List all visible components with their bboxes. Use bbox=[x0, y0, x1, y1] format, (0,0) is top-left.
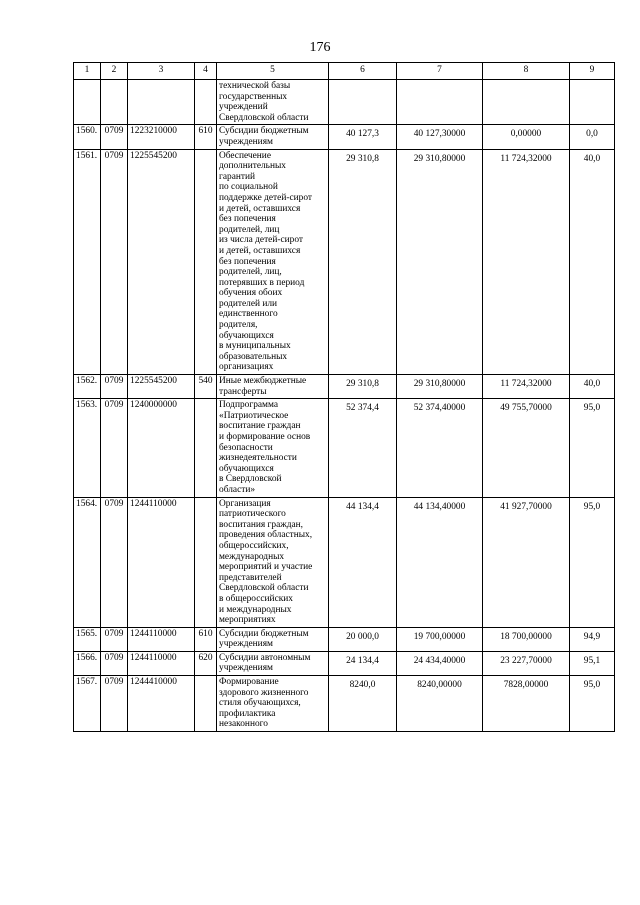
target-code: 1244410000 bbox=[128, 676, 195, 732]
table-row bbox=[74, 497, 615, 627]
budget-table bbox=[73, 62, 615, 732]
column-header: 5 bbox=[217, 63, 329, 80]
item-name: технической базы государственных учреждений Свердловской области bbox=[217, 80, 329, 125]
expense-type-code: 620 bbox=[195, 651, 217, 675]
column-header: 8 bbox=[483, 63, 570, 80]
section-code: 0709 bbox=[101, 676, 128, 732]
planned-amount: 24 134,4 bbox=[329, 651, 397, 675]
page-number: 176 bbox=[309, 40, 331, 55]
section-code: 0709 bbox=[101, 399, 128, 497]
row-number: 1566. bbox=[74, 651, 101, 675]
column-header: 4 bbox=[195, 63, 217, 80]
table-row bbox=[74, 125, 615, 149]
section-code: 0709 bbox=[101, 651, 128, 675]
executed-amount bbox=[483, 80, 570, 125]
approved-amount: 40 127,30000 bbox=[397, 125, 483, 149]
table-row bbox=[74, 399, 615, 497]
planned-amount bbox=[329, 80, 397, 125]
executed-amount: 49 755,70000 bbox=[483, 399, 570, 497]
row-number: 1562. bbox=[74, 375, 101, 399]
planned-amount: 52 374,4 bbox=[329, 399, 397, 497]
section-code: 0709 bbox=[101, 497, 128, 627]
target-code: 1240000000 bbox=[128, 399, 195, 497]
column-header: 1 bbox=[74, 63, 101, 80]
column-header: 3 bbox=[128, 63, 195, 80]
target-code bbox=[128, 80, 195, 125]
expense-type-code: 610 bbox=[195, 627, 217, 651]
row-number: 1560. bbox=[74, 125, 101, 149]
planned-amount: 20 000,0 bbox=[329, 627, 397, 651]
row-number: 1565. bbox=[74, 627, 101, 651]
section-code: 0709 bbox=[101, 125, 128, 149]
expense-type-code bbox=[195, 149, 217, 374]
item-name: Субсидии автономным учреждениям bbox=[217, 651, 329, 675]
execution-percent: 40,0 bbox=[570, 149, 615, 374]
item-name: Формирование здорового жизненного стиля обучающихся, профилактика незаконного bbox=[217, 676, 329, 732]
row-number: 1567. bbox=[74, 676, 101, 732]
column-header: 9 bbox=[570, 63, 615, 80]
planned-amount: 40 127,3 bbox=[329, 125, 397, 149]
approved-amount: 29 310,80000 bbox=[397, 375, 483, 399]
target-code: 1244110000 bbox=[128, 497, 195, 627]
execution-percent: 0,0 bbox=[570, 125, 615, 149]
table-header-row bbox=[74, 63, 615, 80]
executed-amount: 41 927,70000 bbox=[483, 497, 570, 627]
table-row bbox=[74, 651, 615, 675]
approved-amount: 19 700,00000 bbox=[397, 627, 483, 651]
approved-amount: 44 134,40000 bbox=[397, 497, 483, 627]
planned-amount: 44 134,4 bbox=[329, 497, 397, 627]
section-code: 0709 bbox=[101, 627, 128, 651]
approved-amount: 52 374,40000 bbox=[397, 399, 483, 497]
execution-percent: 95,0 bbox=[570, 676, 615, 732]
target-code: 1244110000 bbox=[128, 651, 195, 675]
expense-type-code bbox=[195, 497, 217, 627]
approved-amount: 8240,00000 bbox=[397, 676, 483, 732]
target-code: 1225545200 bbox=[128, 375, 195, 399]
item-name: Обеспечение дополнительных гарантий по социальной поддержке детей-сирот и детей, оставшихся без попечения родителей, лиц из числа детей-сирот и детей, оставшихся без попечения родителей, лиц, потерявших в период обучения обоих родителей или единственного родителя, обучающихся в муниципальных образовательных организациях bbox=[217, 149, 329, 374]
item-name: Субсидии бюджетным учреждениям bbox=[217, 627, 329, 651]
planned-amount: 29 310,8 bbox=[329, 149, 397, 374]
executed-amount: 0,00000 bbox=[483, 125, 570, 149]
table-row bbox=[74, 676, 615, 732]
table-row bbox=[74, 375, 615, 399]
expense-type-code: 610 bbox=[195, 125, 217, 149]
item-name: Иные межбюджетные трансферты bbox=[217, 375, 329, 399]
expense-type-code bbox=[195, 80, 217, 125]
table-row bbox=[74, 627, 615, 651]
row-number: 1564. bbox=[74, 497, 101, 627]
execution-percent: 95,0 bbox=[570, 399, 615, 497]
planned-amount: 8240,0 bbox=[329, 676, 397, 732]
table-row bbox=[74, 80, 615, 125]
expense-type-code bbox=[195, 676, 217, 732]
execution-percent: 94,9 bbox=[570, 627, 615, 651]
approved-amount: 24 434,40000 bbox=[397, 651, 483, 675]
execution-percent: 95,1 bbox=[570, 651, 615, 675]
section-code: 0709 bbox=[101, 149, 128, 374]
item-name: Подпрограмма «Патриотическое воспитание граждан и формирование основ безопасности жизнедеятельности обучающихся в Свердловской области» bbox=[217, 399, 329, 497]
row-number: 1561. bbox=[74, 149, 101, 374]
expense-type-code: 540 bbox=[195, 375, 217, 399]
execution-percent: 40,0 bbox=[570, 375, 615, 399]
executed-amount: 18 700,00000 bbox=[483, 627, 570, 651]
execution-percent: 95,0 bbox=[570, 497, 615, 627]
section-code bbox=[101, 80, 128, 125]
executed-amount: 11 724,32000 bbox=[483, 149, 570, 374]
item-name: Субсидии бюджетным учреждениям bbox=[217, 125, 329, 149]
execution-percent bbox=[570, 80, 615, 125]
target-code: 1244110000 bbox=[128, 627, 195, 651]
executed-amount: 7828,00000 bbox=[483, 676, 570, 732]
expense-type-code bbox=[195, 399, 217, 497]
column-header: 7 bbox=[397, 63, 483, 80]
executed-amount: 23 227,70000 bbox=[483, 651, 570, 675]
target-code: 1223210000 bbox=[128, 125, 195, 149]
planned-amount: 29 310,8 bbox=[329, 375, 397, 399]
item-name: Организация патриотического воспитания граждан, проведения областных, общероссийских, международных мероприятий и участие представителей Свердловской области в общероссийских и международных мероприятиях bbox=[217, 497, 329, 627]
section-code: 0709 bbox=[101, 375, 128, 399]
approved-amount: 29 310,80000 bbox=[397, 149, 483, 374]
column-header: 6 bbox=[329, 63, 397, 80]
approved-amount bbox=[397, 80, 483, 125]
row-number: 1563. bbox=[74, 399, 101, 497]
executed-amount: 11 724,32000 bbox=[483, 375, 570, 399]
target-code: 1225545200 bbox=[128, 149, 195, 374]
row-number bbox=[74, 80, 101, 125]
table-row bbox=[74, 149, 615, 374]
column-header: 2 bbox=[101, 63, 128, 80]
